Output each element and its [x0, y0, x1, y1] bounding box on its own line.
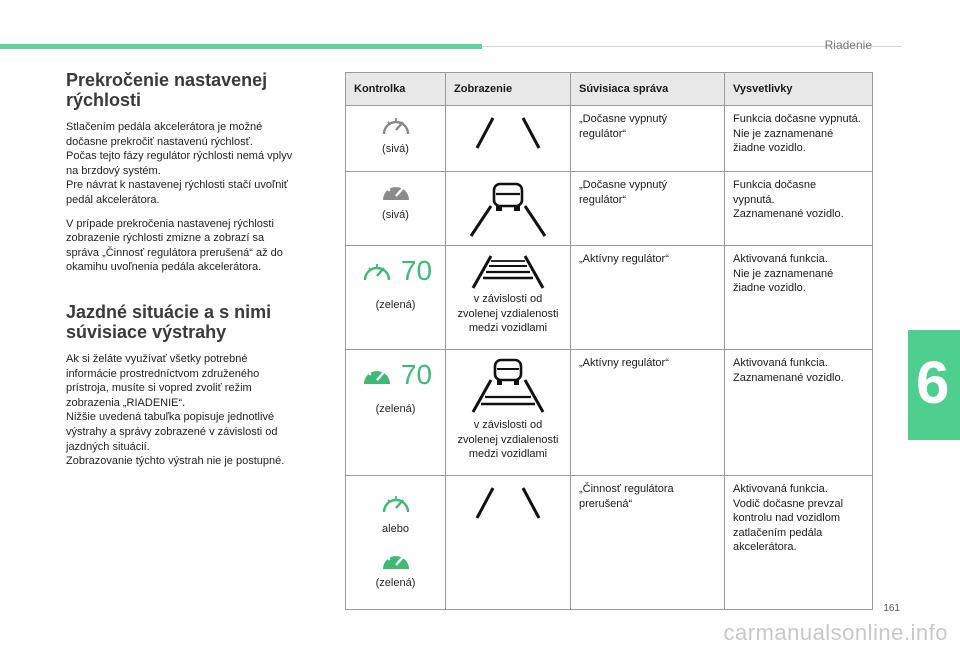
- lamp-label-or: alebo: [382, 523, 409, 535]
- lamp-with-speed: [354, 256, 437, 286]
- display-cell: [446, 246, 571, 350]
- message-cell: „Aktívny regulátor“: [571, 246, 725, 350]
- paragraph: Ak si želáte využívať všetky potrebné informácie prostredníctvom združeného prístroja, musíte si vopred zvoliť režim zobrazenia „RIADENIE“. Nižšie uvedená tabuľka popisuje jednotlivé výstrahy a správy zobrazené v závislosti od jazdných situácií. Zobrazovanie týchto výstrah nie je postupné.: [66, 353, 285, 468]
- speedometer-filled-icon: [359, 362, 395, 388]
- table-row: [346, 350, 873, 476]
- set-speed: 70: [400, 255, 433, 286]
- table-row: [346, 172, 873, 246]
- top-accent-bar: [0, 44, 482, 49]
- lamp-label: (sivá): [382, 209, 409, 221]
- explanation-cell: Aktivovaná funkcia. Vodič dočasne prevzal kontrolu nad vozidlom zatlačením pedála akcelerátora.: [725, 476, 873, 610]
- explanation-cell: Funkcia dočasne vypnutá. Zaznamenané vozidlo.: [725, 172, 873, 246]
- lamp-label: (zelená): [375, 299, 416, 311]
- section-title: Riadenie: [824, 38, 872, 52]
- lane-lines-icon: [463, 482, 553, 522]
- speedometer-outline-icon: [359, 258, 395, 284]
- message-cell: „Činnosť regulátora prerušená“: [571, 476, 725, 610]
- speedometer-outline-icon: [378, 490, 414, 516]
- paragraph: Stlačením pedála akcelerátora je možné dočasne prekročiť nastavenú rýchlosť. Počas tejto fázy regulátor rýchlosti nemá vplyv na brzdový systém. Pre návrat k nastavenej rýchlosti stačí uvoľniť pedál akcelerátora.: [66, 121, 293, 206]
- column-header: Kontrolka: [346, 73, 446, 106]
- page-number: 161: [883, 603, 900, 614]
- explanation-cell: Aktivovaná funkcia. Nie je zaznamenané žiadne vozidlo.: [725, 246, 873, 350]
- display-cell: [446, 172, 571, 246]
- table-header-row: [346, 73, 873, 106]
- chapter-number: 6: [916, 349, 950, 416]
- display-cell: [446, 350, 571, 476]
- table-row: [346, 246, 873, 350]
- paragraph: V prípade prekročenia nastavenej rýchlosti zobrazenie rýchlosti zmizne a zobrazí sa správa „Činnosť regulátora prerušená“ až do okamihu uvoľnenia pedála akcelerátora.: [66, 217, 283, 274]
- lane-lines-icon: [463, 252, 553, 292]
- lamp-label: (zelená): [375, 403, 416, 415]
- car-front-icon: [463, 356, 553, 414]
- speedometer-filled-icon: [378, 178, 414, 204]
- chapter-tab: [908, 330, 960, 440]
- heading-driving-situations: Jazdné situácie a s nimi súvisiace výstrahy: [66, 302, 272, 342]
- lane-lines-icon: [463, 112, 553, 152]
- message-cell: „Dočasne vypnutý regulátor“: [571, 172, 725, 246]
- table-row: [346, 106, 873, 172]
- speedometer-filled-icon: [378, 547, 414, 573]
- lamp-label: (zelená): [375, 576, 416, 589]
- lamp-cell: [346, 246, 446, 350]
- column-header: Zobrazenie: [446, 73, 571, 106]
- lamp-cell: [346, 106, 446, 172]
- explanation-cell: Funkcia dočasne vypnutá. Nie je zaznamenané žiadne vozidlo.: [725, 106, 873, 172]
- display-caption: v závislosti od zvolenej vzdialenosti medzi vozidlami: [457, 419, 559, 460]
- lamp-cell: [346, 476, 446, 610]
- column-header: Súvisiaca správa: [571, 73, 725, 106]
- warnings-table: [345, 72, 873, 610]
- watermark: carmanualsonline.info: [723, 620, 948, 645]
- explanation-cell: Aktivovaná funkcia. Zaznamenané vozidlo.: [725, 350, 873, 476]
- message-cell: „Aktívny regulátor“: [571, 350, 725, 476]
- heading-overspeed: Prekročenie nastavenej rýchlosti: [66, 70, 268, 110]
- speedometer-outline-icon: [378, 112, 414, 138]
- lamp-cell: [346, 350, 446, 476]
- section-overspeed: [66, 70, 330, 275]
- display-caption: v závislosti od zvolenej vzdialenosti medzi vozidlami: [457, 293, 559, 334]
- lamp-cell: [346, 172, 446, 246]
- set-speed: 70: [400, 359, 433, 390]
- message-cell: „Dočasne vypnutý regulátor“: [571, 106, 725, 172]
- car-front-icon: [463, 178, 553, 238]
- table-row: [346, 476, 873, 610]
- column-header: Vysvetlivky: [725, 73, 873, 106]
- section-driving-situations: [66, 302, 330, 469]
- display-cell: [446, 106, 571, 172]
- lamp-with-speed: [354, 360, 437, 390]
- lamp-label: (sivá): [382, 143, 409, 155]
- display-cell: [446, 476, 571, 610]
